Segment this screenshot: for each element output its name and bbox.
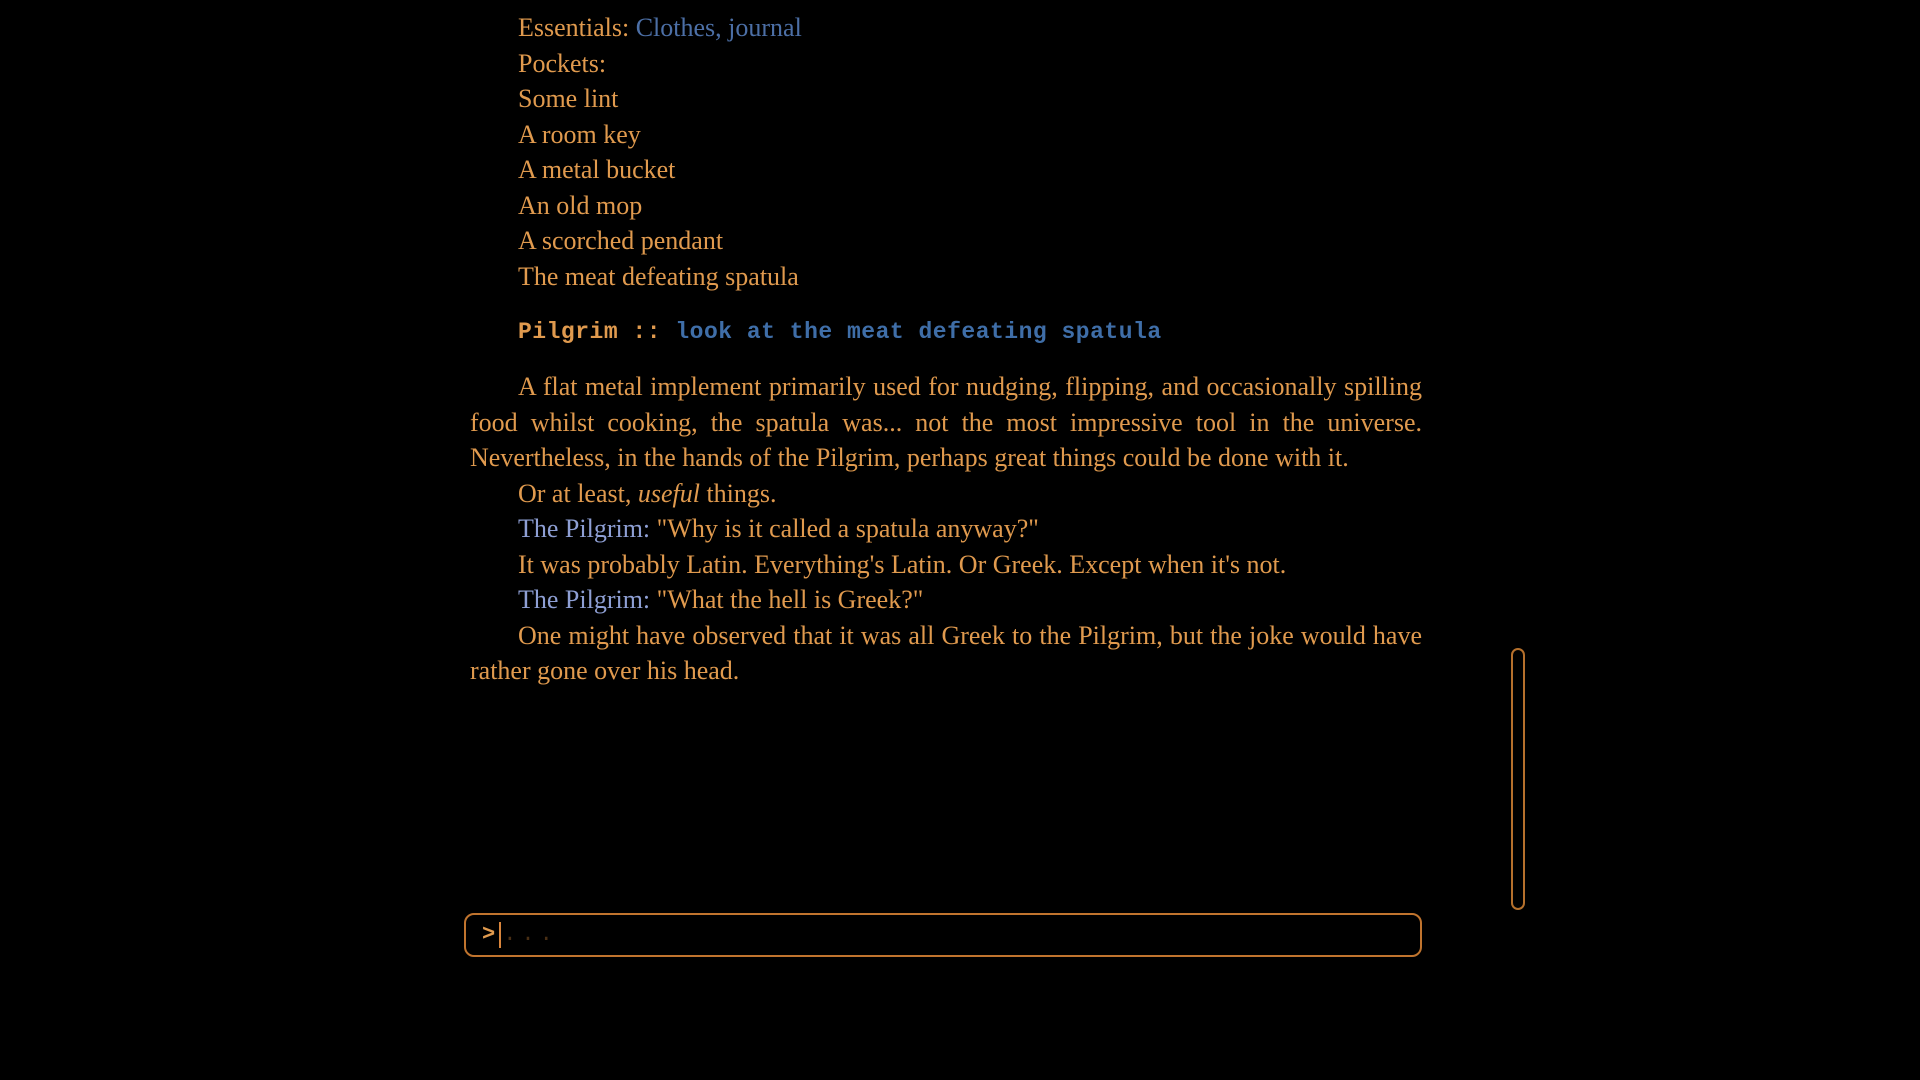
dialogue-one (470, 511, 1422, 547)
scrollbar[interactable] (1511, 648, 1525, 910)
command-separator: :: (618, 319, 676, 345)
list-item: A scorched pendant (518, 226, 724, 255)
essentials-line (518, 10, 1422, 46)
command-echo (518, 317, 1422, 347)
inventory-block (518, 10, 1422, 294)
transcript (470, 10, 1422, 689)
input-placeholder: ... (503, 922, 558, 947)
command-input[interactable] (464, 913, 1422, 957)
list-item: An old mop (518, 190, 643, 220)
narration-one: It was probably Latin. Everything's Latin. Or Greek. Except when it's not. (518, 549, 1287, 579)
dialogue-one-text: "Why is it called a spatula anyway?" (656, 514, 1039, 543)
prompt-icon: > (482, 922, 496, 947)
essentials-items[interactable]: Clothes, journal (635, 13, 802, 42)
list-item: Some lint (518, 84, 619, 113)
aside-paragraph (470, 476, 1422, 512)
narration-two: One might have observed that it was all Greek to the Pilgrim, but the joke would have rather gone over his head. (470, 620, 1422, 685)
aside-suffix: things. (699, 478, 777, 508)
dialogue-two-speaker: The Pilgrim: (518, 585, 657, 614)
dialogue-two-text: "What the hell is Greek?" (656, 585, 924, 614)
list-item: A room key (518, 119, 641, 149)
aside-emphasis: useful (637, 478, 700, 508)
command-text: look at the meat defeating spatula (675, 319, 1162, 345)
aside-prefix: Or at least, (518, 478, 638, 508)
dialogue-two (470, 582, 1422, 618)
essentials-label: Essentials: (518, 13, 630, 42)
scrollbar-thumb[interactable] (1511, 648, 1525, 910)
pockets-label: Pockets: (518, 48, 607, 78)
description-paragraph: A flat metal implement primarily used for nudging, flipping, and occasionally spilling food whilst cooking, the spatula was... not the most impressive tool in the universe. Nevertheless, in the hands of the Pilgrim, perhaps great things could be done with it. (470, 372, 1422, 472)
text-cursor (499, 922, 501, 948)
list-item: A metal bucket (518, 155, 676, 184)
command-actor: Pilgrim (518, 319, 619, 345)
dialogue-one-speaker: The Pilgrim: (518, 514, 657, 543)
list-item: The meat defeating spatula (518, 261, 799, 291)
